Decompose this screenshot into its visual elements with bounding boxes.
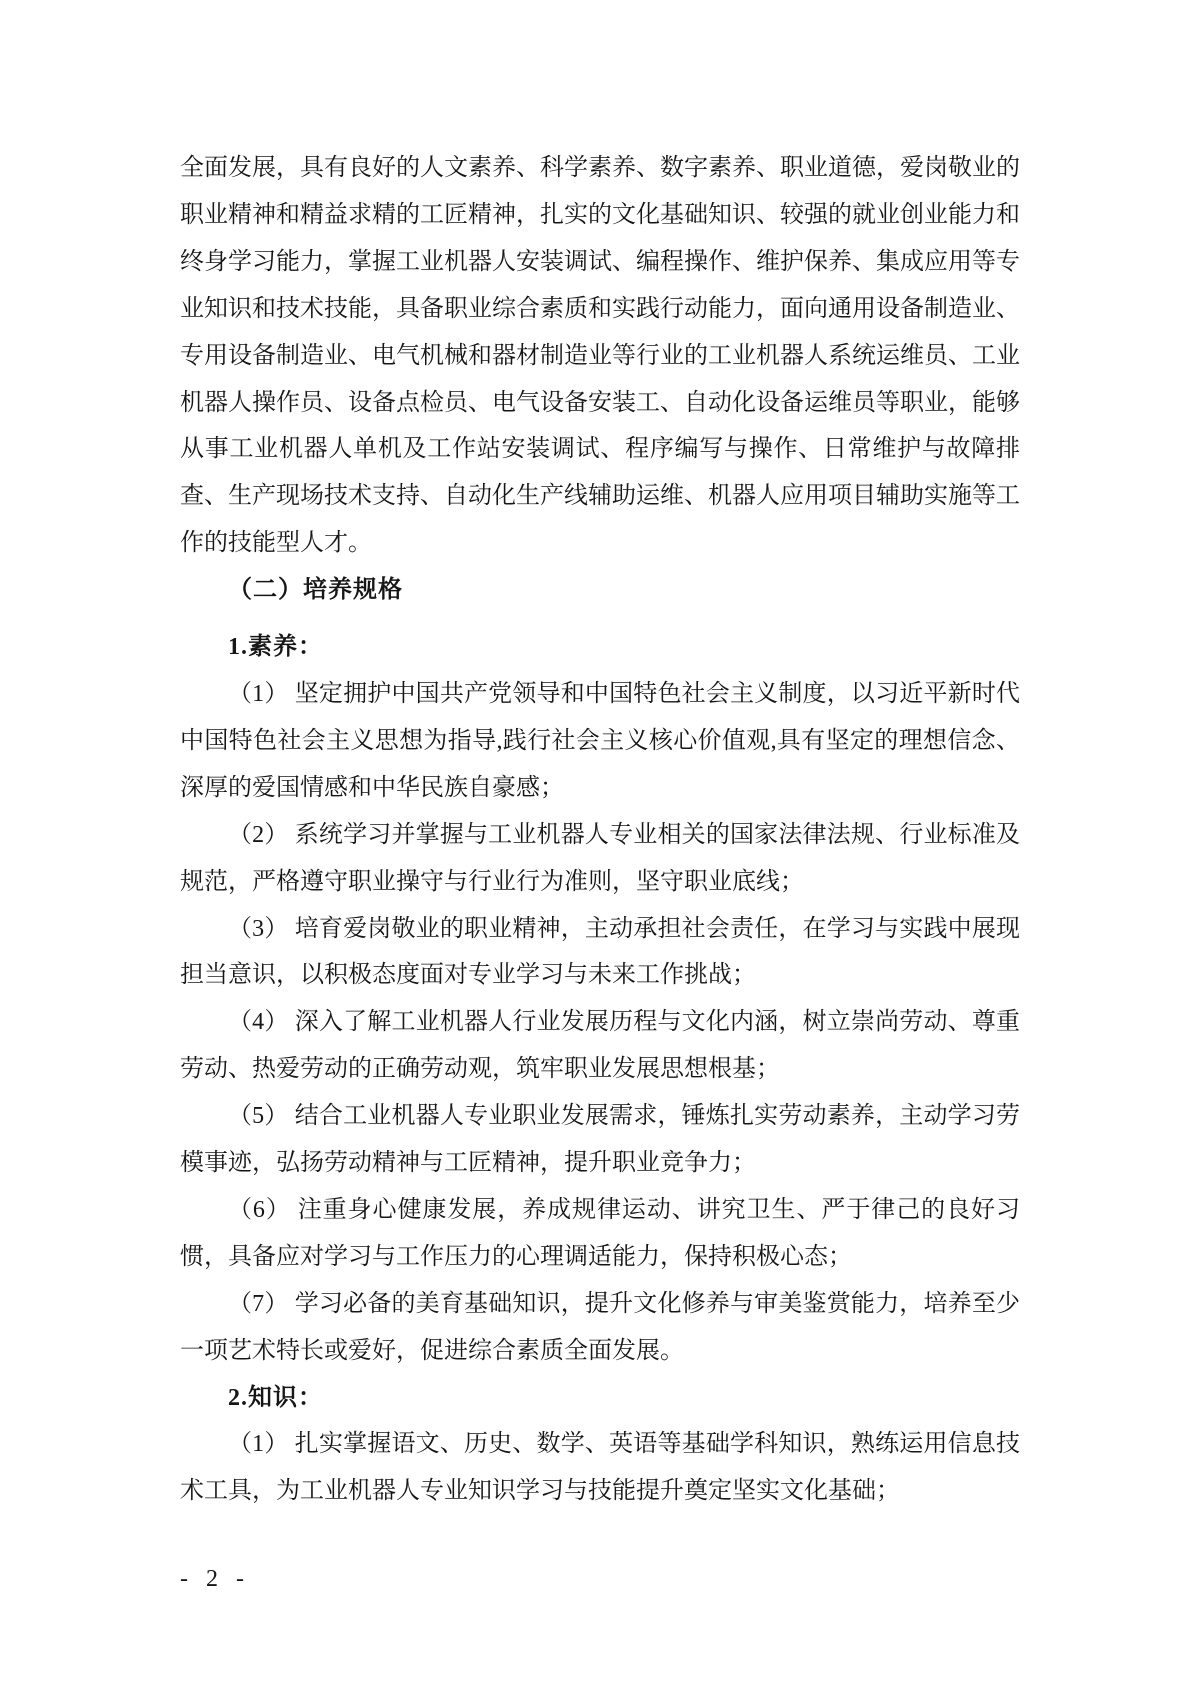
- list-item-knowledge-1: （1） 扎实掌握语文、历史、数学、英语等基础学科知识，熟练运用信息技术工具，为工业机器人专业知识学习与技能提升奠定坚实文化基础；: [180, 1431, 1020, 1505]
- page-number: - 2 -: [180, 1566, 250, 1592]
- list-item-quality-2: （2） 系统学习并掌握与工业机器人专业相关的国家法律法规、行业标准及规范，严格遵守职业操守与行业行为准则，坚守职业底线；: [180, 821, 1020, 895]
- list-item-quality-6: （6） 注重身心健康发展，养成规律运动、讲究卫生、严于律己的良好习惯，具备应对学习与工作压力的心理调适能力，保持积极心态；: [180, 1196, 1020, 1270]
- subsection-heading-knowledge: 2.知识：: [228, 1384, 323, 1411]
- list-item-quality-7: （7） 学习必备的美育基础知识，提升文化修养与审美鉴赏能力，培养至少一项艺术特长或爱好，促进综合素质全面发展。: [180, 1290, 1020, 1364]
- list-item-quality-3: （3） 培育爱岗敬业的职业精神，主动承担社会责任，在学习与实践中展现担当意识，以积极态度面对专业学习与未来工作挑战；: [180, 915, 1020, 989]
- document-content: [180, 145, 1020, 1515]
- intro-paragraph: 全面发展，具有良好的人文素养、科学素养、数字素养、职业道德，爱岗敬业的职业精神和精益求精的工匠精神，扎实的文化基础知识、较强的就业创业能力和终身学习能力，掌握工业机器人安装调试、编程操作、维护保养、集成应用等专业知识和技术技能，具备职业综合素质和实践行动能力，面向通用设备制造业、专用设备制造业、电气机械和器材制造业等行业的工业机器人系统运维员、工业机器人操作员、设备点检员、电气设备安装工、自动化设备运维员等职业，能够从事工业机器人单机及工作站安装调试、程序编写与操作、日常维护与故障排查、生产现场技术支持、自动化生产线辅助运维、机器人应用项目辅助实施等工作的技能型人才。: [180, 155, 1020, 557]
- list-item-quality-5: （5） 结合工业机器人专业职业发展需求，锤炼扎实劳动素养，主动学习劳模事迹，弘扬劳动精神与工匠精神，提升职业竞争力；: [180, 1103, 1020, 1177]
- list-item-quality-4: （4） 深入了解工业机器人行业发展历程与文化内涵，树立崇尚劳动、尊重劳动、热爱劳动的正确劳动观，筑牢职业发展思想根基；: [180, 1009, 1020, 1083]
- list-item-quality-1: （1） 坚定拥护中国共产党领导和中国特色社会主义制度，以习近平新时代中国特色社会主义思想为指导,践行社会主义核心价值观,具有坚定的理想信念、深厚的爱国情感和中华民族自豪感；: [180, 680, 1020, 801]
- subsection-heading-quality: 1.素养：: [228, 634, 323, 661]
- section-heading: （二）培养规格: [228, 577, 403, 604]
